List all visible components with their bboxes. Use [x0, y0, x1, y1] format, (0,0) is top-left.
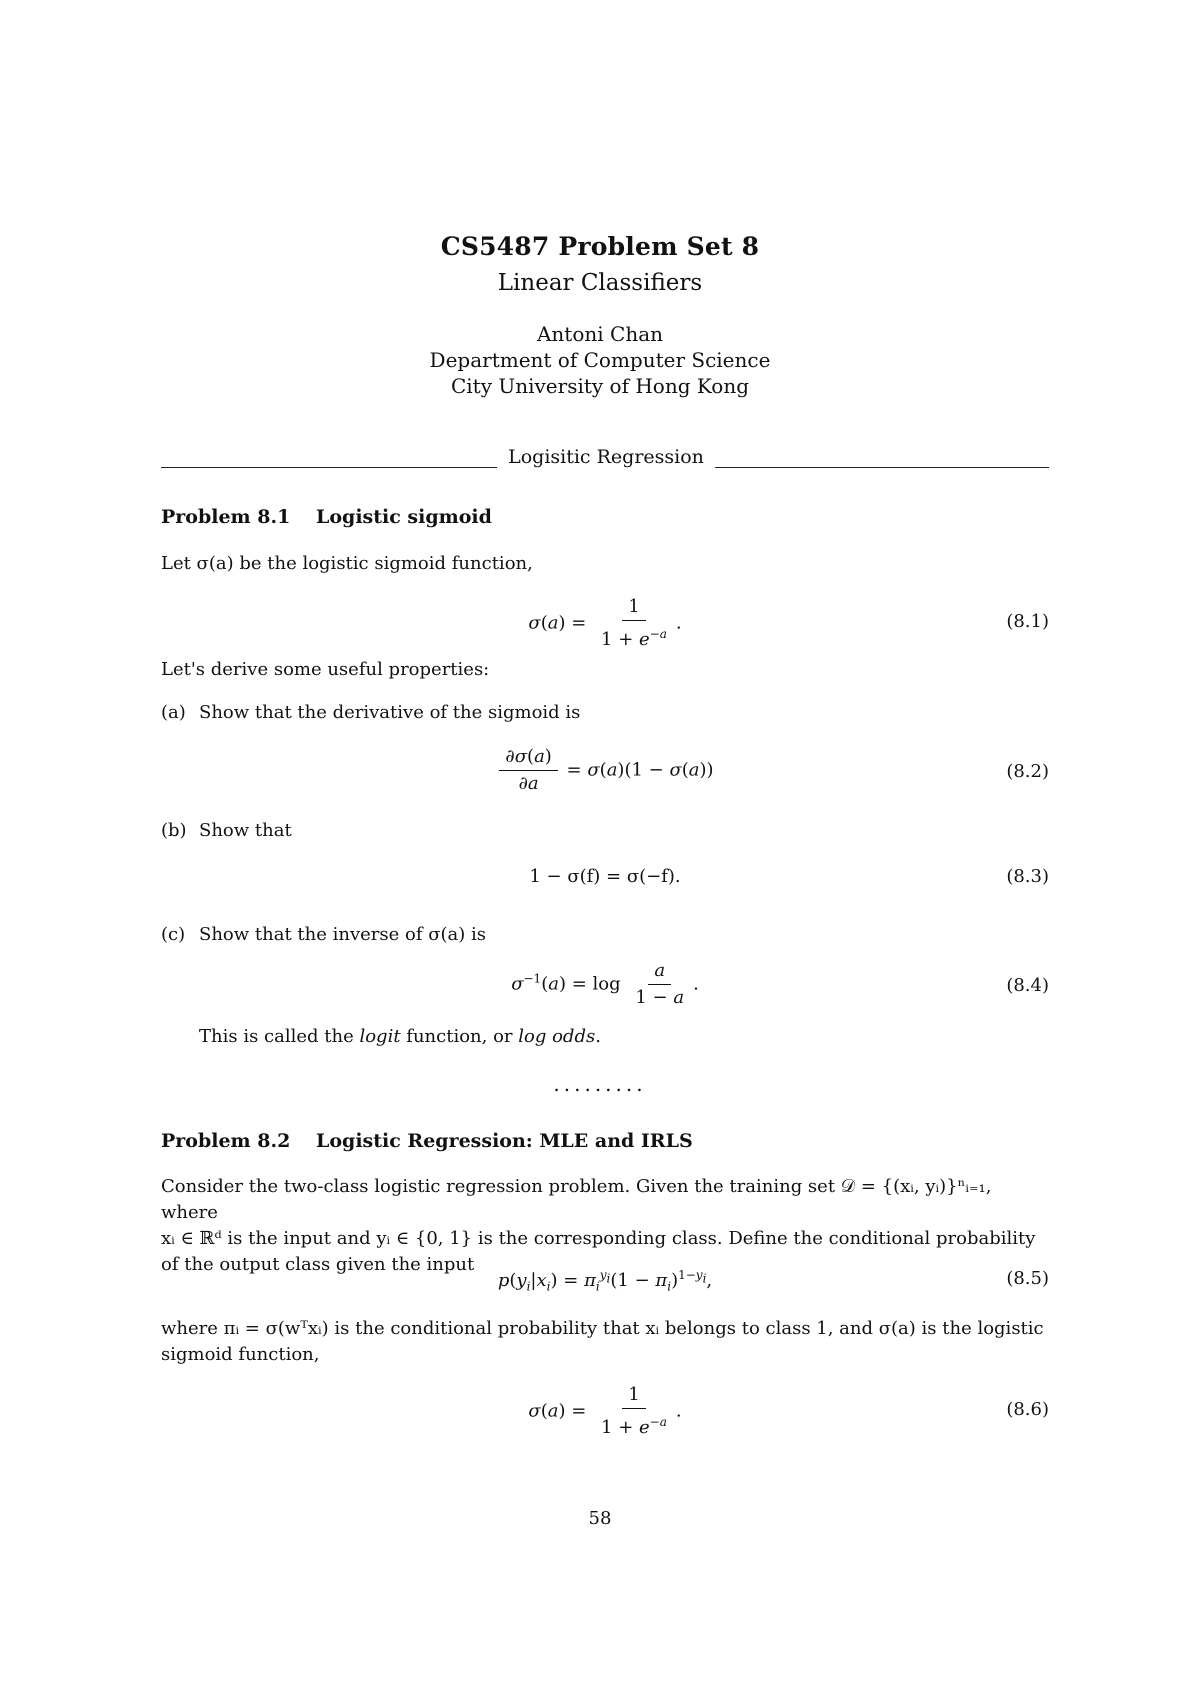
- equation-body: $\sigma^{-1}(a) = \log$ $\frac{a}{1 - a}$ .: [511, 960, 699, 1008]
- paragraph-line: of the output class given the input: [161, 1254, 475, 1275]
- author-university: City University of Hong Kong: [450, 374, 750, 398]
- section-rule-right: [715, 467, 1049, 468]
- equation-number: (8.5): [1006, 1268, 1049, 1289]
- equation-body: 1 − σ(f) = σ(−f).: [529, 866, 681, 887]
- paragraph-line: sigmoid function,: [161, 1344, 320, 1365]
- note-emphasis-logit: logit: [359, 1026, 401, 1047]
- problem-lead: Let's derive some useful properties:: [161, 659, 490, 680]
- equation-8-6: [161, 1384, 1049, 1436]
- problem-title: Logistic Regression: MLE and IRLS: [316, 1130, 693, 1152]
- fraction: $\frac{\partial\sigma(a)}{\partial a}$: [499, 746, 557, 795]
- problem-heading: [161, 504, 1049, 530]
- equation-8-2: [161, 746, 1049, 798]
- equation-body: $p(y_i|x_i) = \pi_i^{y_i}(1 - \pi_i)^{1-y_i}$,: [497, 1268, 713, 1294]
- note-emphasis-log-odds: log odds: [518, 1026, 596, 1047]
- part-text: Show that the inverse of σ(a) is: [199, 924, 486, 945]
- note-text: function, or: [400, 1026, 519, 1047]
- equation-body: σ(a) = $\frac{1}{1 + e^{-a}}$ .: [528, 596, 682, 650]
- equation-number: (8.6): [1006, 1399, 1049, 1420]
- fraction: $\frac{1}{1 + e^{-a}}$: [601, 1384, 667, 1438]
- paragraph-line: where πᵢ = σ(wᵀxᵢ) is the conditional probability that xᵢ belongs to class 1, and σ(a) is the logistic: [161, 1318, 1044, 1339]
- equation-number: (8.2): [1006, 761, 1049, 782]
- equation-body: σ(a) = $\frac{1}{1 + e^{-a}}$ .: [528, 1384, 682, 1438]
- part-a: [161, 700, 1049, 726]
- part-c: [161, 922, 1049, 948]
- problem-paragraph: [161, 1174, 1049, 1278]
- part-b: [161, 818, 1049, 844]
- author-name: Antoni Chan: [536, 322, 664, 346]
- problem-heading: [161, 1128, 1049, 1154]
- document-subtitle: Linear Classifiers: [497, 270, 703, 296]
- section-rule-left: [161, 467, 497, 468]
- part-text: Show that: [199, 820, 292, 841]
- part-label: (a): [161, 702, 186, 723]
- paragraph-line: Consider the two-class logistic regression problem. Given the training set 𝒟 = {(xᵢ, yᵢ)}ⁿᵢ₌₁, where: [161, 1176, 992, 1223]
- section-label: Logisitic Regression: [508, 446, 704, 468]
- equation-body: $\frac{\partial\sigma(a)}{\partial a}$ = σ(a)(1 − σ(a)): [161, 746, 1049, 795]
- problem-paragraph: [161, 1316, 1049, 1368]
- fraction: $\frac{1}{1 + e^{-a}}$: [601, 596, 667, 650]
- paragraph-line: xᵢ ∈ ℝᵈ is the input and yᵢ ∈ {0, 1} is the corresponding class. Define the conditional probability: [161, 1228, 1036, 1249]
- author-department: Department of Computer Science: [429, 348, 771, 372]
- part-label: (c): [161, 924, 186, 945]
- problem-number: Problem 8.2: [161, 1130, 291, 1152]
- part-text: Show that the derivative of the sigmoid is: [199, 702, 581, 723]
- problem-intro: Let σ(a) be the logistic sigmoid function,: [161, 553, 533, 574]
- equation-number: (8.4): [1006, 975, 1049, 996]
- equation-8-1: [161, 596, 1049, 648]
- note-text: This is called the: [199, 1026, 360, 1047]
- note-text: .: [595, 1026, 601, 1047]
- equation-8-5: [161, 1268, 1049, 1300]
- equation-number: (8.3): [1006, 866, 1049, 887]
- equation-8-4: [161, 960, 1049, 1012]
- fraction: $\frac{a}{1 - a}$: [635, 960, 685, 1008]
- equation-number: (8.1): [1006, 611, 1049, 632]
- page-number: 58: [588, 1508, 612, 1529]
- section-heading: [161, 446, 1049, 470]
- equation-8-3: [161, 866, 1049, 896]
- problem-separator: .........: [553, 1072, 647, 1096]
- document-title: CS5487 Problem Set 8: [440, 232, 760, 261]
- logit-note: [161, 1024, 1087, 1050]
- part-label: (b): [161, 820, 187, 841]
- problem-title: Logistic sigmoid: [316, 506, 492, 528]
- problem-number: Problem 8.1: [161, 506, 291, 528]
